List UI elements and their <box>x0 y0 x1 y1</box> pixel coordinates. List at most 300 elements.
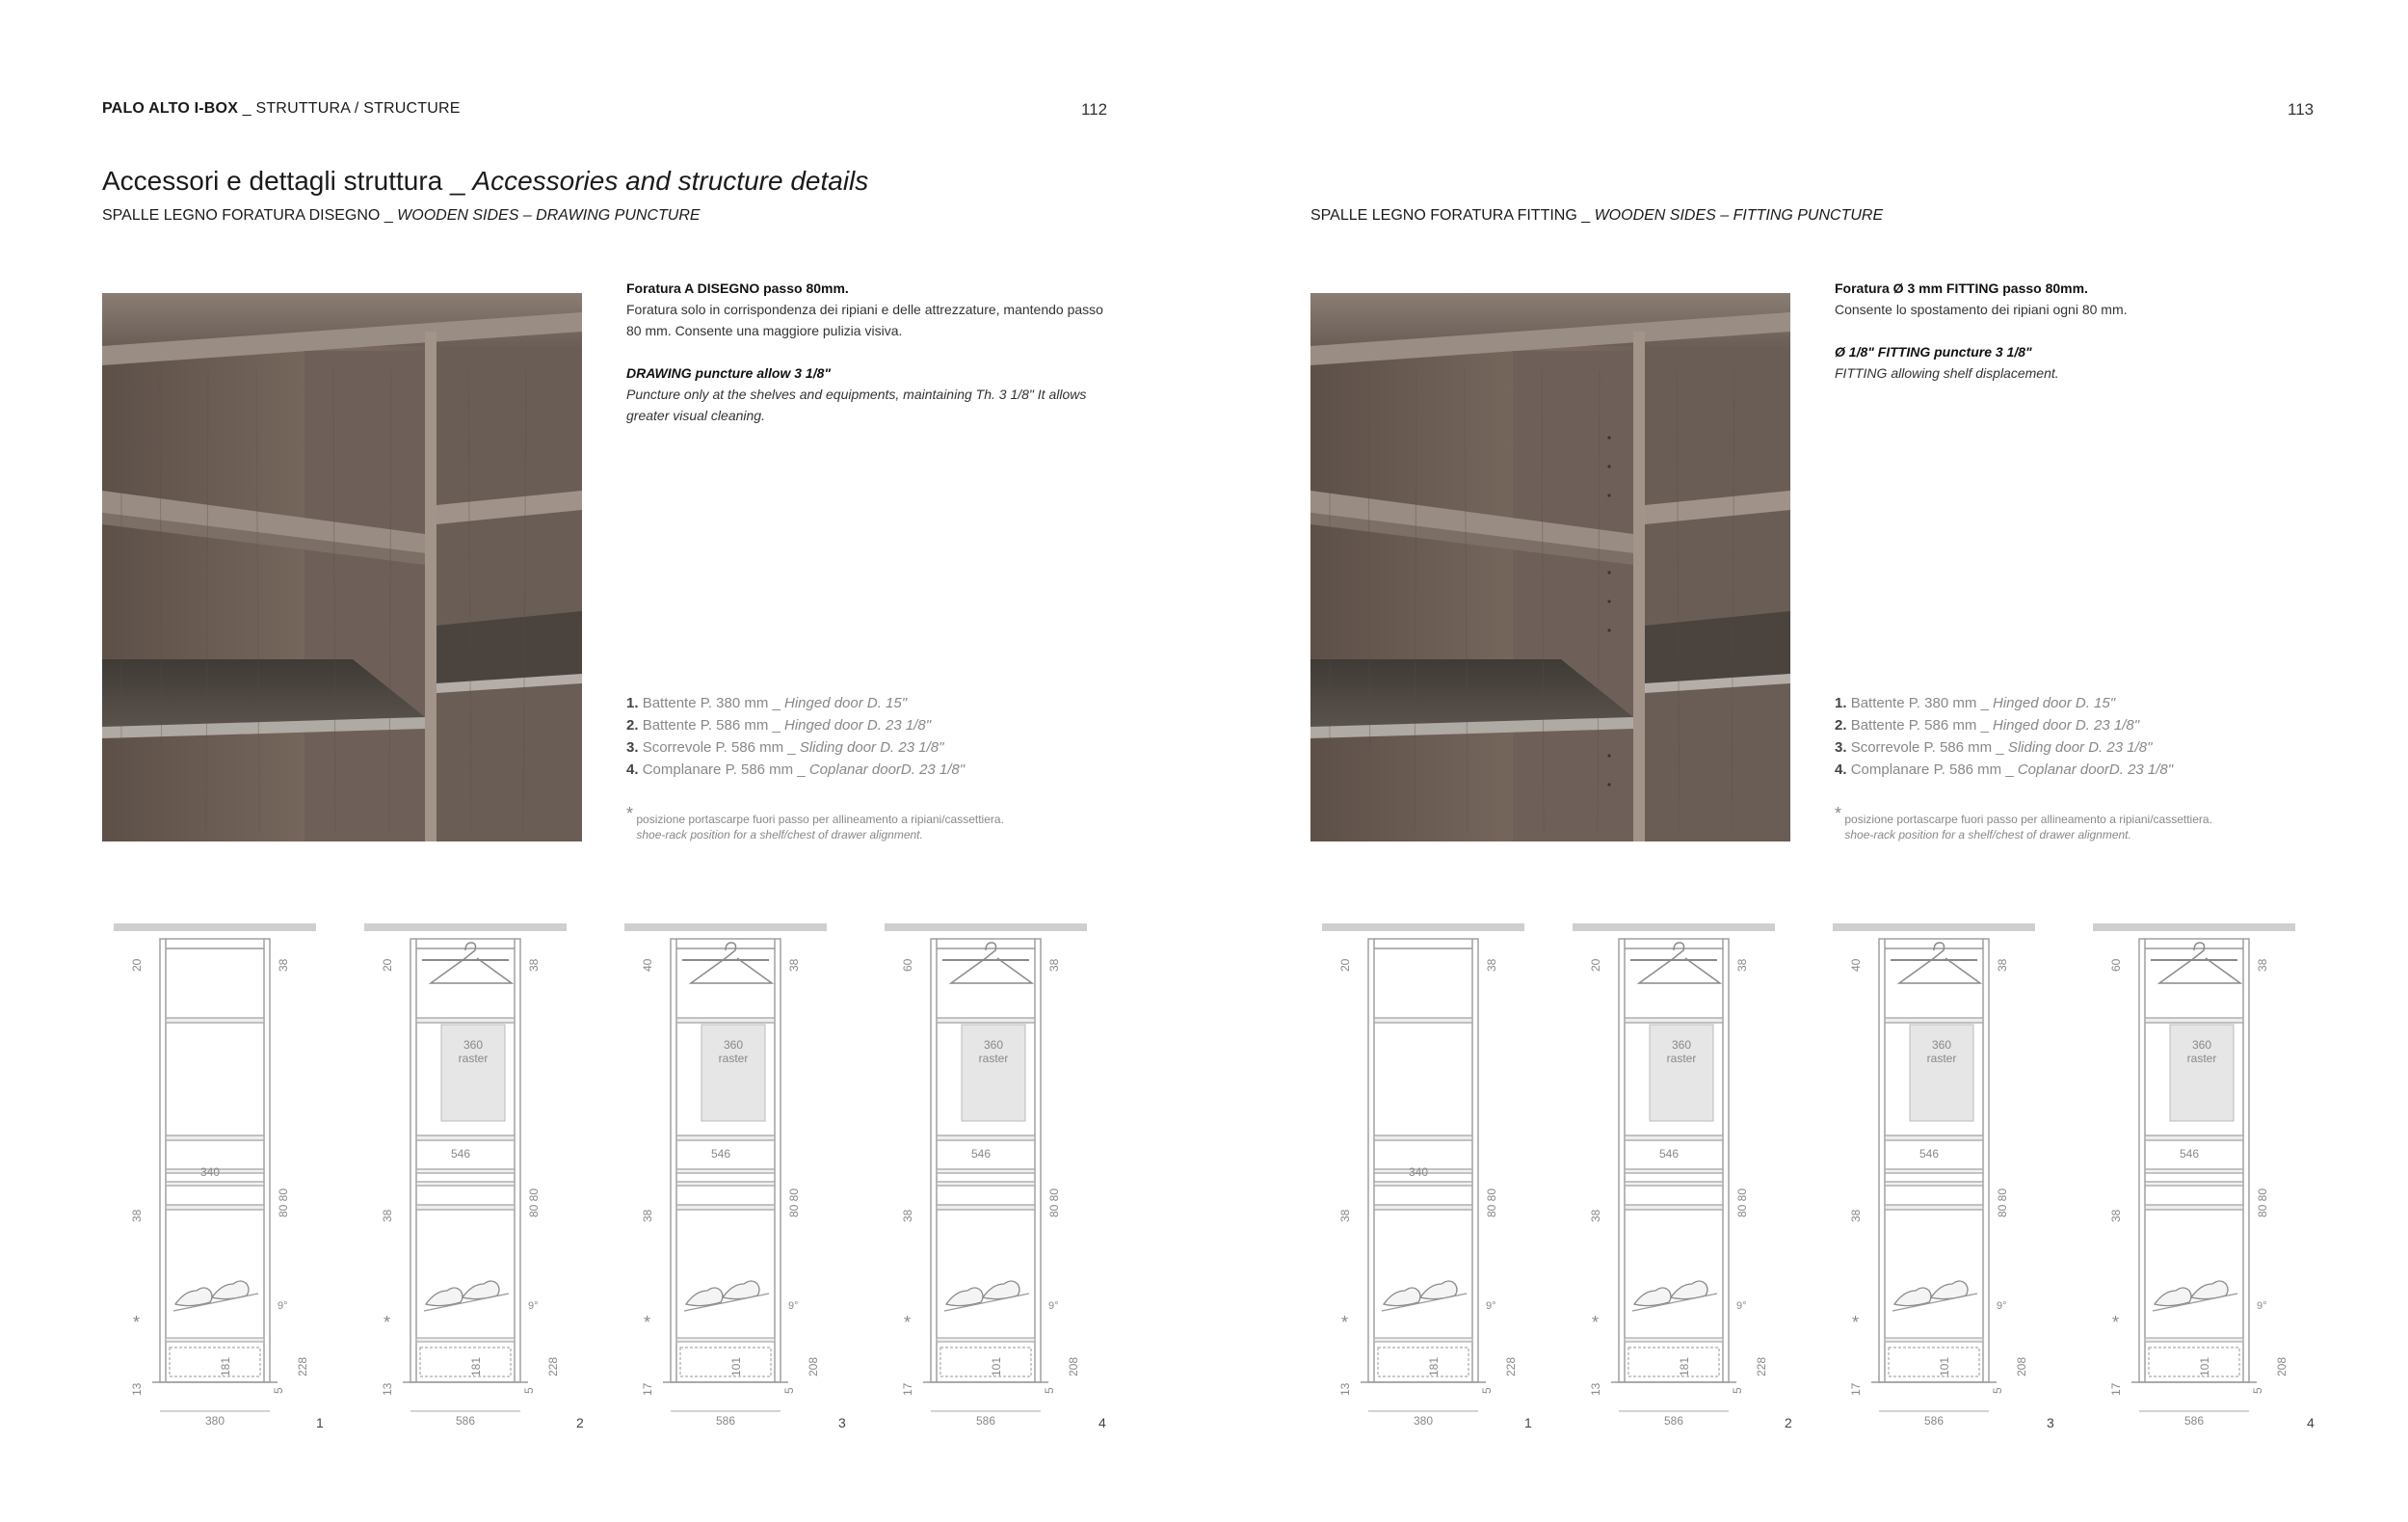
drawing-mark <box>1338 958 1518 1428</box>
drawing-mark <box>416 1169 515 1173</box>
drawing-mark: 380 <box>204 1414 225 1428</box>
drawing-mark <box>1625 1205 1723 1210</box>
drawing-8 <box>2093 923 2324 1468</box>
drawing-mark: 80 80 <box>2256 1188 2269 1217</box>
legend-text: Complanare P. 586 mm _ <box>1850 761 2018 778</box>
drawing-mark <box>1885 1338 1983 1342</box>
drawing-mark <box>426 1288 463 1306</box>
note-en: shoe-rack position for a shelf/chest of drawer alignment. <box>636 828 923 841</box>
desc-en-text: FITTING allowing shelf displacement. <box>1835 365 2059 381</box>
drawing-mark <box>663 939 788 1382</box>
drawing-mark: raster <box>978 1052 1009 1065</box>
drawing-mark <box>1885 1338 1983 1376</box>
drawing-mark: 360 <box>983 1038 1004 1052</box>
drawing-5: 360 raster 340 20 38 38 13 5 228 181 9° 80 80 * 380 <box>1322 923 1553 1468</box>
drawing-mark: raster <box>718 1052 749 1065</box>
drawing-7 <box>1833 923 2064 1468</box>
drawing-mark: 340 <box>199 1165 221 1179</box>
drawing-mark <box>420 1348 511 1376</box>
desc-text: Foratura solo in corrispondenza dei ripiani e delle attrezzature, mantendo passo 80 mm. Consente una maggiore pulizia visiva. <box>626 302 1103 338</box>
drawing-mark: 101 <box>729 1356 743 1376</box>
drawing-mark <box>624 923 827 931</box>
drawing-number-4: 4 <box>1098 1415 1106 1430</box>
drawing-mark <box>364 923 567 931</box>
drawing-mark: * <box>1592 1313 1600 1332</box>
drawing-mark: 181 <box>1427 1356 1441 1376</box>
drawing-mark <box>937 1018 1035 1023</box>
drawing-number-1-right: 1 <box>1524 1415 1532 1430</box>
drawing-mark <box>2155 1288 2191 1306</box>
running-header <box>102 100 461 118</box>
drawing-mark: 9° <box>528 1300 539 1312</box>
drawing-mark <box>1382 1281 1467 1311</box>
drawing-mark: 546 <box>1658 1147 1680 1161</box>
drawing-mark: 80 80 <box>1485 1188 1498 1217</box>
drawing-number-2: 2 <box>576 1415 584 1430</box>
drawing-mark: * <box>904 1313 912 1332</box>
drawing-mark: 38 <box>787 958 801 972</box>
subtitle-it: SPALLE LEGNO FORATURA DISEGNO _ <box>102 207 398 224</box>
drawing-mark <box>940 1348 1031 1376</box>
description-right <box>1835 278 2316 384</box>
note-left <box>626 806 1004 842</box>
drawing-mark: 101 <box>990 1356 1003 1376</box>
drawing-mark: 80 80 <box>1047 1188 1061 1217</box>
note-it: posizione portascarpe fuori passo per allineamento a ripiani/cassettiera. <box>636 813 1004 826</box>
drawing-mark: 9° <box>278 1300 288 1312</box>
legend-num: 1. <box>1835 695 1847 711</box>
legend-item-3 <box>626 736 965 759</box>
drawing-mark <box>166 1182 264 1186</box>
legend-item-2 <box>1835 714 2173 736</box>
drawing-mark: 20 <box>130 958 144 972</box>
drawing-mark: 5 <box>1043 1387 1056 1394</box>
legend-num: 2. <box>626 717 639 734</box>
desc-text: Consente lo spostamento dei ripiani ogni 80 mm. <box>1835 302 2128 317</box>
drawing-mark: 60 <box>2109 958 2123 972</box>
drawing-mark <box>1894 1288 1931 1306</box>
drawing-mark: 228 <box>1504 1356 1518 1376</box>
legend-num: 4. <box>626 761 639 778</box>
legend-num: 3. <box>1835 739 1847 756</box>
drawing-mark: 20 <box>1338 958 1352 972</box>
drawing-number-1: 1 <box>316 1415 324 1430</box>
drawing-mark: 38 <box>1485 958 1498 972</box>
drawing-mark: 208 <box>1067 1356 1080 1376</box>
drawing-mark: 13 <box>1338 1382 1352 1396</box>
legend-en: Coplanar doorD. 23 1/8" <box>808 761 966 778</box>
desc-en-title: DRAWING puncture allow 3 1/8" <box>626 365 832 381</box>
drawing-mark: 586 <box>455 1414 476 1428</box>
drawing-mark <box>170 1348 260 1376</box>
subtitle-it: SPALLE LEGNO FORATURA FITTING _ <box>1310 207 1595 224</box>
drawing-mark: 20 <box>381 958 394 972</box>
note-en: shoe-rack position for a shelf/chest of drawer alignment. <box>1844 828 2131 841</box>
drawing-mark <box>2170 1025 2234 1121</box>
drawing-mark <box>686 1288 723 1306</box>
drawing-mark <box>937 1338 1035 1376</box>
drawing-mark: 38 <box>1589 1209 1602 1222</box>
drawing-mark: 38 <box>1047 958 1061 972</box>
drawing-mark <box>416 1338 515 1376</box>
drawing-mark <box>962 1025 1025 1121</box>
drawing-mark: * <box>133 1313 141 1332</box>
legend-num: 4. <box>1835 761 1847 778</box>
drawing-mark: 9° <box>788 1300 799 1312</box>
note-right <box>1835 806 2212 842</box>
drawing-mark <box>1384 1288 1420 1306</box>
legend-item-4 <box>626 759 965 781</box>
drawing-mark <box>1625 1135 1723 1140</box>
drawing-mark: 40 <box>641 958 654 972</box>
drawing-mark: 38 <box>130 1209 144 1222</box>
drawing-mark: 101 <box>1938 1356 1951 1376</box>
drawing-mark: 80 80 <box>1996 1188 2009 1217</box>
drawing-mark <box>676 1182 775 1186</box>
drawing-mark: 9° <box>1736 1300 1747 1312</box>
section-subtitle-left <box>102 207 701 225</box>
legend-num: 2. <box>1835 717 1847 734</box>
legend-num: 3. <box>626 739 639 756</box>
drawing-mark <box>114 923 316 931</box>
drawing-mark <box>1374 1135 1472 1140</box>
drawing-mark: * <box>1341 1313 1349 1332</box>
legend-en: Hinged door D. 23 1/8" <box>784 717 932 734</box>
drawing-mark: raster <box>458 1052 489 1065</box>
drawing-mark <box>2093 923 2295 931</box>
drawing-mark: 17 <box>1849 1382 1863 1396</box>
drawing-mark: 208 <box>2275 1356 2289 1376</box>
drawing-2 <box>364 923 595 1468</box>
description-left <box>626 278 1108 426</box>
drawing-mark: 208 <box>2015 1356 2028 1376</box>
drawing-mark: 13 <box>381 1382 394 1396</box>
drawing-mark: 38 <box>641 1209 654 1222</box>
drawing-mark <box>1885 1135 1983 1140</box>
page-number-right: 113 <box>2288 100 2315 119</box>
legend-item-4 <box>1835 759 2173 781</box>
drawing-mark <box>166 1018 264 1023</box>
drawing-mark <box>1885 1018 1983 1023</box>
drawing-mark <box>684 1281 769 1311</box>
page-title-en: Accessories and structure details <box>472 166 869 196</box>
drawing-4 <box>885 923 1116 1468</box>
drawing-mark <box>2145 1169 2243 1173</box>
drawing-mark: 360 <box>1931 1038 1952 1052</box>
drawing-mark: 38 <box>1849 1209 1863 1222</box>
drawing-mark <box>676 1205 775 1210</box>
drawing-mark: 181 <box>469 1356 483 1376</box>
drawing-mark <box>937 1338 1035 1342</box>
subtitle-en: WOODEN SIDES – FITTING PUNCTURE <box>1594 207 1884 224</box>
legend-item-3 <box>1835 736 2173 759</box>
drawing-mark: 546 <box>2179 1147 2200 1161</box>
drawing-mark <box>2145 1018 2243 1023</box>
note-it: posizione portascarpe fuori passo per allineamento a ripiani/cassettiera. <box>1844 813 2212 826</box>
drawing-mark <box>2145 1182 2243 1186</box>
drawing-mark: 17 <box>901 1382 914 1396</box>
drawing-mark <box>1374 1338 1472 1376</box>
legend-en: Hinged door D. 23 1/8" <box>1993 717 2140 734</box>
drawing-mark: 38 <box>2109 1209 2123 1222</box>
drawing-mark <box>1361 939 1486 1382</box>
drawing-mark: 17 <box>2109 1382 2123 1396</box>
drawing-mark: 586 <box>715 1414 736 1428</box>
drawing-mark: 101 <box>2198 1356 2211 1376</box>
legend-text: Battente P. 380 mm _ <box>1850 695 1993 711</box>
drawing-mark: * <box>644 1313 651 1332</box>
drawing-mark: 38 <box>1996 958 2009 972</box>
drawing-mark <box>1892 1281 1977 1311</box>
drawing-mark <box>441 1025 505 1121</box>
desc-title: Foratura A DISEGNO passo 80mm. <box>626 280 849 296</box>
wardrobe-photo-fitting-puncture <box>1310 293 1790 841</box>
drawing-mark <box>946 1288 983 1306</box>
desc-title: Foratura Ø 3 mm FITTING passo 80mm. <box>1835 280 2088 296</box>
drawing-mark: 380 <box>1413 1414 1434 1428</box>
drawing-mark: 340 <box>1408 1165 1429 1179</box>
drawing-mark: 9° <box>2257 1300 2267 1312</box>
legend-item-1 <box>1835 692 2173 714</box>
drawing-mark: 586 <box>1663 1414 1684 1428</box>
drawing-mark: 228 <box>296 1356 309 1376</box>
drawing-mark: 5 <box>1991 1387 2004 1394</box>
drawing-number-3: 3 <box>838 1415 846 1430</box>
drawing-mark <box>1879 939 1989 1382</box>
asterisk: * <box>626 804 634 823</box>
legend-en: Hinged door D. 15" <box>784 695 908 711</box>
drawing-mark <box>2145 1338 2243 1376</box>
legend-en: Sliding door D. 23 1/8" <box>2007 739 2153 756</box>
drawing-mark <box>416 1205 515 1210</box>
section-subtitle-right <box>1310 207 1883 225</box>
legend-num: 1. <box>626 695 639 711</box>
drawing-mark <box>403 939 528 1382</box>
page-number-left: 112 <box>1081 100 1108 119</box>
drawing-mark <box>424 1281 509 1311</box>
drawing-mark: 38 <box>277 958 290 972</box>
drawing-mark: 228 <box>1755 1356 1768 1376</box>
legend-text: Scorrevole P. 586 mm _ <box>1850 739 2008 756</box>
drawing-mark: 40 <box>1849 958 1863 972</box>
drawing-mark <box>676 1169 775 1173</box>
header-section: _ STRUTTURA / STRUCTURE <box>238 100 461 117</box>
drawing-mark: * <box>2112 1313 2120 1332</box>
drawing-mark <box>2153 1281 2237 1311</box>
drawing-mark <box>2139 939 2249 1382</box>
drawing-mark: 208 <box>807 1356 820 1376</box>
drawing-mark <box>410 939 520 1382</box>
drawing-mark <box>1322 923 1524 931</box>
drawing-number-4-right: 4 <box>2307 1415 2315 1430</box>
drawing-mark <box>1885 1182 1983 1186</box>
drawing-mark: 228 <box>546 1356 560 1376</box>
drawing-mark <box>2145 1205 2243 1210</box>
drawing-mark: 5 <box>2251 1387 2264 1394</box>
drawing-mark: 360 <box>723 1038 744 1052</box>
drawing-mark: 9° <box>1486 1300 1496 1312</box>
drawing-mark: 586 <box>2183 1414 2205 1428</box>
drawing-mark <box>1833 923 2035 931</box>
drawing-mark: raster <box>1666 1052 1697 1065</box>
drawing-mark <box>2145 1338 2243 1342</box>
drawing-mark: 38 <box>1735 958 1749 972</box>
drawing-mark: 38 <box>2256 958 2269 972</box>
drawing-mark <box>173 1281 258 1311</box>
legend-en: Sliding door D. 23 1/8" <box>799 739 944 756</box>
drawing-mark <box>944 1281 1029 1311</box>
legend-text: Battente P. 586 mm _ <box>1850 717 1993 734</box>
drawing-mark: 13 <box>130 1382 144 1396</box>
drawing-mark <box>1573 923 1775 931</box>
drawing-mark: * <box>1852 1313 1860 1332</box>
drawing-mark <box>2149 1348 2239 1376</box>
drawing-number-2-right: 2 <box>1785 1415 1792 1430</box>
drawing-mark <box>1885 1169 1983 1173</box>
drawing-mark <box>676 1135 775 1140</box>
drawing-mark <box>1374 1205 1472 1210</box>
drawing-mark: 13 <box>1589 1382 1602 1396</box>
legend-en: Coplanar doorD. 23 1/8" <box>2017 761 2174 778</box>
drawing-number-3-right: 3 <box>2047 1415 2054 1430</box>
drawing-mark: raster <box>2186 1052 2217 1065</box>
drawing-mark <box>1368 939 1478 1382</box>
drawing-mark: 5 <box>272 1387 285 1394</box>
legend-text: Scorrevole P. 586 mm _ <box>642 739 800 756</box>
drawing-mark: raster <box>1926 1052 1957 1065</box>
drawing-mark <box>1625 1018 1723 1023</box>
drawing-mark: 181 <box>219 1356 232 1376</box>
drawing-mark: 360 <box>1671 1038 1692 1052</box>
header-brand: PALO ALTO I-BOX <box>102 100 239 117</box>
legend-text: Complanare P. 586 mm _ <box>642 761 809 778</box>
drawing-mark: 5 <box>782 1387 796 1394</box>
drawing-mark: 38 <box>1338 1209 1352 1222</box>
desc-en-title: Ø 1/8" FITTING puncture 3 1/8" <box>1835 344 2032 360</box>
drawing-mark: 80 80 <box>277 1188 290 1217</box>
drawing-mark <box>1650 1025 1713 1121</box>
drawing-mark <box>1374 1018 1472 1210</box>
drawing-mark <box>1625 1169 1723 1173</box>
drawing-mark <box>1619 939 1729 1382</box>
page-title <box>102 166 868 197</box>
drawing-mark <box>1628 1348 1719 1376</box>
drawing-mark <box>931 939 1041 1382</box>
legend-text: Battente P. 586 mm _ <box>642 717 784 734</box>
drawing-mark <box>166 1135 264 1140</box>
drawing-mark <box>160 939 270 1382</box>
drawing-mark <box>701 1025 765 1121</box>
drawing-mark: 5 <box>522 1387 536 1394</box>
drawing-mark <box>416 1018 515 1023</box>
drawing-mark <box>416 1338 515 1342</box>
drawing-mark <box>676 1338 775 1376</box>
drawing-mark: 586 <box>1923 1414 1945 1428</box>
drawing-mark: 546 <box>450 1147 471 1161</box>
drawing-mark: 38 <box>901 1209 914 1222</box>
drawing-mark <box>885 923 1087 931</box>
drawing-mark <box>1632 1281 1717 1311</box>
drawing-mark: 38 <box>527 958 541 972</box>
drawing-mark: * <box>384 1313 391 1332</box>
drawing-mark: 80 80 <box>787 1188 801 1217</box>
drawing-mark <box>1910 1025 1973 1121</box>
drawing-mark <box>1374 1338 1472 1342</box>
drawing-mark <box>416 1135 515 1140</box>
drawing-mark <box>923 939 1048 1382</box>
drawing-6 <box>1573 923 1804 1468</box>
drawing-mark: 80 80 <box>527 1188 541 1217</box>
legend-en: Hinged door D. 15" <box>1993 695 2116 711</box>
drawing-mark <box>1374 1018 1472 1023</box>
drawing-mark <box>1611 939 1736 1382</box>
drawing-mark <box>676 1338 775 1342</box>
drawing-mark <box>1634 1288 1671 1306</box>
drawing-mark <box>671 939 781 1382</box>
drawing-mark <box>680 1348 771 1376</box>
page-title-it: Accessori e dettagli struttura _ <box>102 166 473 196</box>
drawing-mark <box>937 1205 1035 1210</box>
drawing-mark <box>2131 939 2257 1382</box>
drawing-mark <box>1625 1338 1723 1376</box>
drawing-mark: 546 <box>710 1147 731 1161</box>
asterisk: * <box>1835 804 1842 823</box>
drawing-mark: 360 <box>2191 1038 2212 1052</box>
drawing-mark <box>937 1135 1035 1140</box>
drawing-mark <box>937 1182 1035 1186</box>
drawing-mark: 5 <box>1731 1387 1744 1394</box>
drawing-mark: 360 <box>463 1038 484 1052</box>
drawing-mark: 5 <box>1480 1387 1494 1394</box>
drawing-mark <box>676 1018 775 1023</box>
drawing-mark: 9° <box>1997 1300 2007 1312</box>
drawing-mark: 20 <box>1589 958 1602 972</box>
drawing-mark <box>937 1169 1035 1173</box>
drawing-1: 360 raster 340 20 38 38 13 5 228 181 9° 80 80 * 380 <box>114 923 345 1468</box>
legend-left <box>626 692 965 781</box>
drawing-mark: 17 <box>641 1382 654 1396</box>
drawing-mark <box>166 1338 264 1376</box>
legend-item-1 <box>626 692 965 714</box>
drawing-mark <box>1885 1205 1983 1210</box>
drawing-mark <box>166 1018 264 1210</box>
drawing-mark: 9° <box>1048 1300 1059 1312</box>
drawing-mark <box>416 1182 515 1186</box>
drawing-mark <box>1625 1338 1723 1342</box>
drawing-mark <box>175 1288 212 1306</box>
drawing-mark <box>2145 1135 2243 1140</box>
wardrobe-photo-drawing-puncture <box>102 293 582 841</box>
drawing-mark <box>1871 939 1997 1382</box>
drawing-3 <box>624 923 856 1468</box>
drawing-mark: 60 <box>901 958 914 972</box>
drawing-mark: 586 <box>975 1414 996 1428</box>
drawing-mark: 80 80 <box>1735 1188 1749 1217</box>
legend-item-2 <box>626 714 965 736</box>
drawing-mark <box>1625 1182 1723 1186</box>
drawing-mark: 546 <box>970 1147 992 1161</box>
drawing-mark: 181 <box>1678 1356 1691 1376</box>
legend-right <box>1835 692 2173 781</box>
drawing-mark <box>1378 1348 1469 1376</box>
drawing-mark: 38 <box>381 1209 394 1222</box>
drawing-mark <box>166 1205 264 1210</box>
drawing-mark <box>166 1338 264 1342</box>
drawing-mark <box>1889 1348 1979 1376</box>
desc-en-text: Puncture only at the shelves and equipments, maintaining Th. 3 1/8" It allows greater visual cleaning. <box>626 387 1087 423</box>
legend-text: Battente P. 380 mm _ <box>642 695 784 711</box>
drawing-mark <box>1374 1182 1472 1186</box>
